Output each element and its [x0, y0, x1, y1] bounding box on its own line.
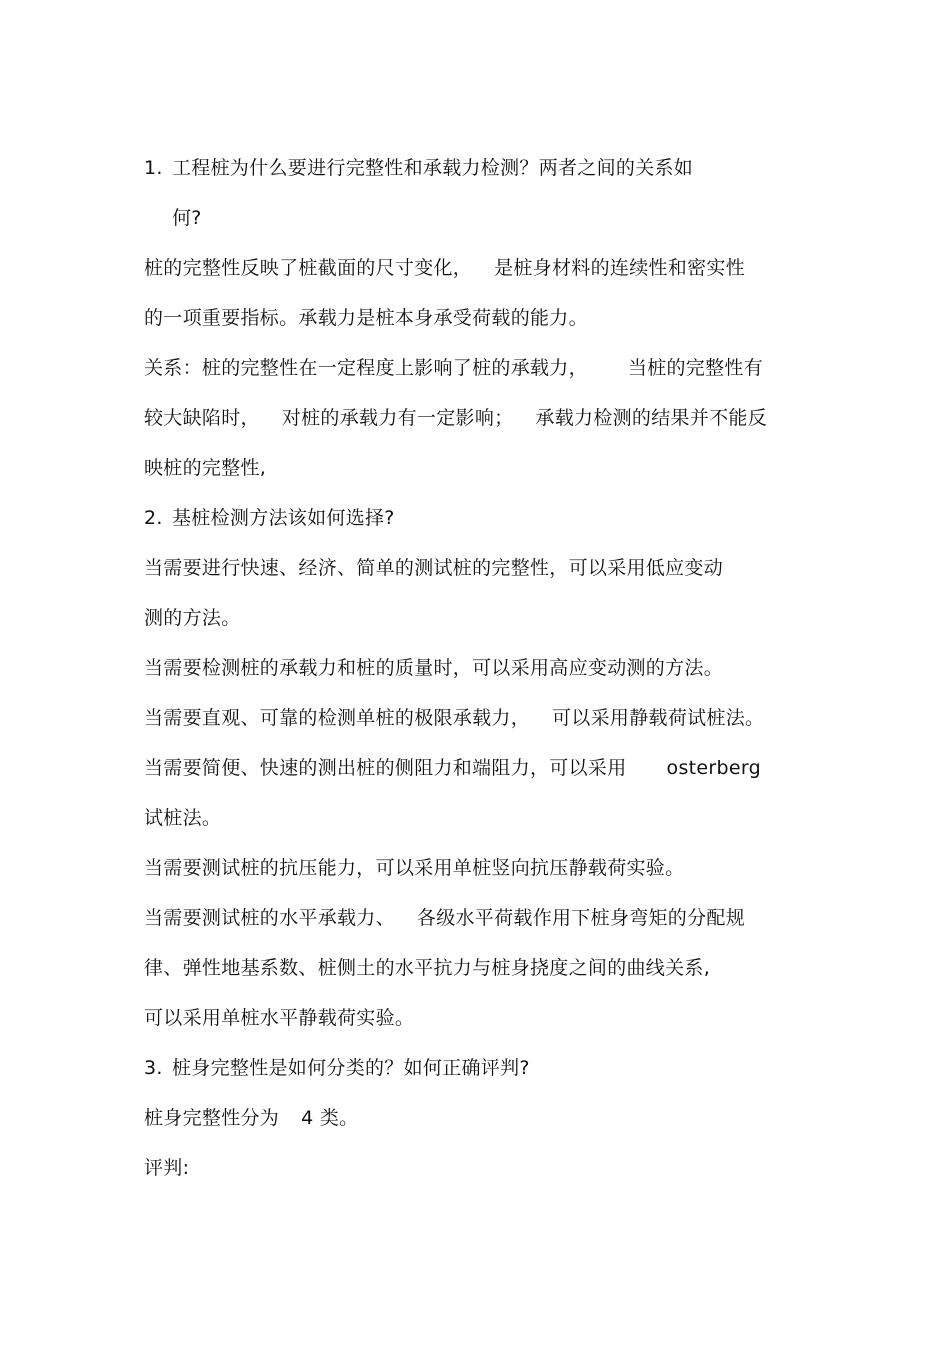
q1-answer-line2: 的一项重要指标。承载力是桩本身承受荷载的能力。: [144, 307, 588, 329]
q3-title-text: 桩身完整性是如何分类的？如何正确评判?: [172, 1057, 530, 1079]
q1-number: 1.: [144, 157, 163, 179]
q1-relation-part-c: 较大缺陷时，: [144, 407, 260, 429]
q1-answer-part-a: 桩的完整性反映了桩截面的尺寸变化，: [144, 257, 473, 279]
q1-answer-line1: [144, 256, 745, 280]
q2-title-line: [144, 506, 395, 530]
q1-relation-line2: [144, 406, 767, 430]
q1-title-line1: [144, 156, 693, 180]
q2-item2: 当需要检测桩的承载力和桩的质量时，可以采用高应变动测的方法。: [144, 657, 724, 679]
q1-relation-part-d: 对桩的承载力有一定影响；: [281, 407, 514, 429]
q1-title-text: 工程桩为什么要进行完整性和承载力检测？两者之间的关系如: [172, 157, 694, 179]
q1-relation-line3: 映桩的完整性,: [144, 457, 267, 479]
q2-item4-line1: [144, 756, 761, 780]
q1-relation-part-e: 承载力检测的结果并不能反: [535, 407, 768, 429]
q3-number: 3.: [144, 1057, 163, 1079]
q2-item1-line2: 测的方法。: [144, 607, 241, 629]
q2-item4-part-a: 当需要简便、快速的测出桩的侧阻力和端阻力，可以采用: [144, 757, 627, 779]
q2-item6-line1: [144, 906, 745, 930]
q1-relation-part-a: 关系：桩的完整性在一定程度上影响了桩的承载力，: [144, 357, 588, 379]
q2-item4-part-b: osterberg: [666, 757, 761, 779]
q3-answer-part-b: 4 类。: [301, 1107, 359, 1129]
q1-relation-line1: [144, 356, 763, 380]
q2-title-text: 基桩检测方法该如何选择?: [172, 507, 395, 529]
q2-item3-part-a: 当需要直观、可靠的检测单桩的极限承载力，: [144, 707, 531, 729]
q3-judge-label: 评判:: [144, 1157, 190, 1179]
q3-answer-part-a: 桩身完整性分为: [144, 1107, 280, 1129]
q3-title-line: [144, 1056, 530, 1080]
q2-item6-line3: 可以采用单桩水平静载荷实验。: [144, 1007, 415, 1029]
q2-number: 2.: [144, 507, 163, 529]
q2-item3: [144, 706, 764, 730]
q3-answer: [144, 1106, 358, 1130]
q1-relation-part-b: 当桩的完整性有: [627, 357, 764, 379]
q2-item5: 当需要测试桩的抗压能力，可以采用单桩竖向抗压静载荷实验。: [144, 857, 685, 879]
q2-item6-part-b: 各级水平荷载作用下桩身弯矩的分配规: [416, 907, 746, 929]
q1-answer-part-b: 是桩身材料的连续性和密实性: [494, 257, 746, 279]
q1-title-line2: 何?: [172, 207, 202, 229]
q2-item3-part-b: 可以采用静载荷试桩法。: [552, 707, 765, 729]
q2-item6-line2: 律、弹性地基系数、桩侧土的水平抗力与桩身挠度之间的曲线关系,: [144, 957, 711, 979]
q2-item4-line2: 试桩法。: [144, 807, 222, 829]
q2-item6-part-a: 当需要测试桩的水平承载力、: [144, 907, 395, 929]
q2-item1-line1: 当需要进行快速、经济、简单的测试桩的完整性，可以采用低应变动: [144, 557, 724, 579]
